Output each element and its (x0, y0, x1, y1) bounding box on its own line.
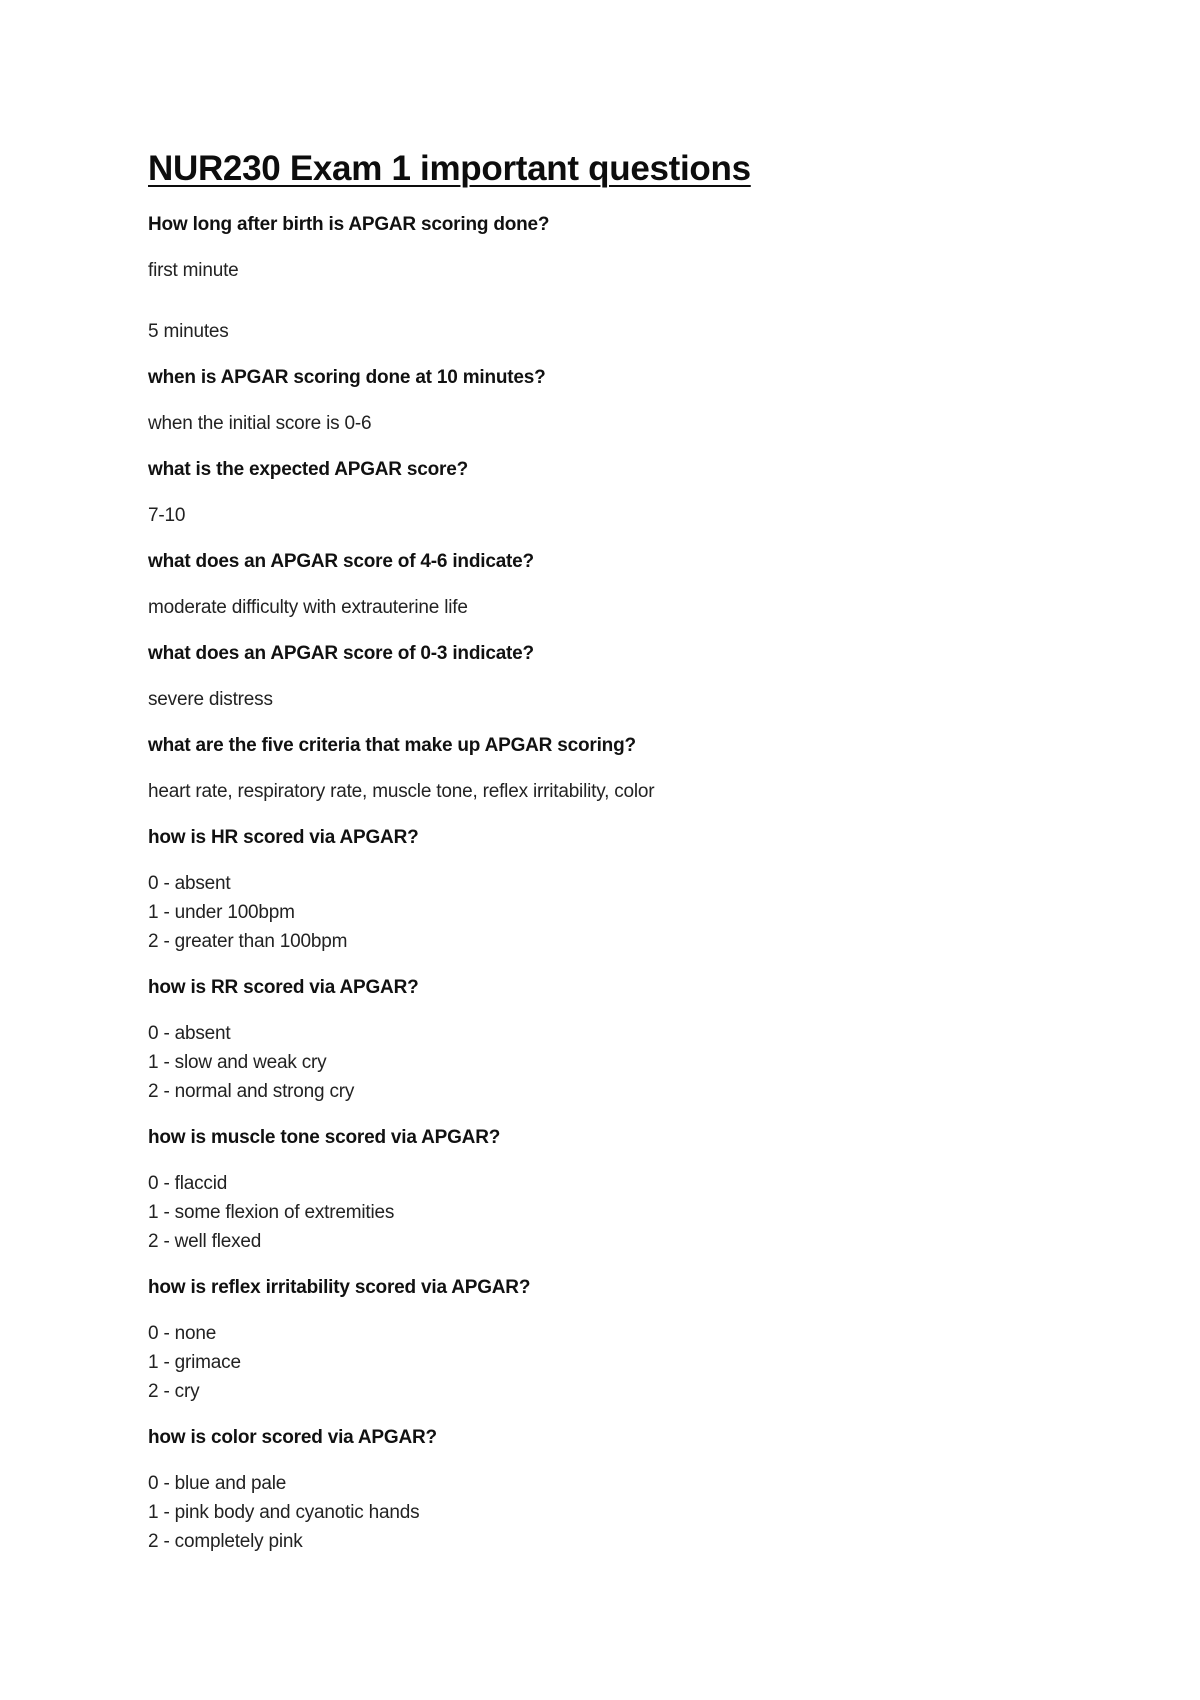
answer-line: 1 - under 100bpm (148, 901, 295, 923)
answer-line: 0 - absent (148, 1022, 231, 1044)
answer-line: 2 - normal and strong cry (148, 1080, 355, 1102)
answer-block (148, 1469, 1128, 1556)
question-text: what is the expected APGAR score? (148, 458, 469, 480)
answer-line: 5 minutes (148, 320, 229, 342)
answer-line: 7-10 (148, 504, 186, 526)
question-text: how is color scored via APGAR? (148, 1426, 437, 1448)
qa-item (148, 974, 1128, 1106)
qa-item (148, 456, 1128, 530)
answer-line: 2 - greater than 100bpm (148, 930, 348, 952)
answer-line: 0 - blue and pale (148, 1472, 287, 1494)
answer-line: 1 - pink body and cyanotic hands (148, 1501, 420, 1523)
qa-item (148, 1424, 1128, 1556)
qa-item (148, 364, 1128, 438)
answer-line: heart rate, respiratory rate, muscle tone, reflex irritability, color (148, 780, 655, 802)
answer-block (148, 1169, 1128, 1256)
qa-item (148, 211, 1128, 346)
qa-item (148, 548, 1128, 622)
answer-block (148, 1319, 1128, 1406)
answer-block (148, 256, 1128, 346)
answer-line: 1 - slow and weak cry (148, 1051, 327, 1073)
answer-block (148, 409, 1128, 438)
answer-line: 2 - well flexed (148, 1230, 262, 1252)
answer-block (148, 869, 1128, 956)
qa-item (148, 1274, 1128, 1406)
answer-line: 0 - absent (148, 872, 231, 894)
question-text: what are the five criteria that make up APGAR scoring? (148, 734, 636, 756)
answer-line: 1 - grimace (148, 1351, 241, 1373)
question-text: how is reflex irritability scored via APGAR? (148, 1276, 531, 1298)
answer-line: moderate difficulty with extrauterine life (148, 596, 468, 618)
question-text: how is HR scored via APGAR? (148, 826, 419, 848)
question-text: how is muscle tone scored via APGAR? (148, 1126, 501, 1148)
answer-line: severe distress (148, 688, 273, 710)
answer-line: 1 - some flexion of extremities (148, 1201, 395, 1223)
question-text: How long after birth is APGAR scoring done? (148, 213, 550, 235)
answer-line: 2 - cry (148, 1380, 200, 1402)
answer-block (148, 1019, 1128, 1106)
answer-block (148, 593, 1128, 622)
answer-line: first minute (148, 259, 239, 281)
answer-line: when the initial score is 0-6 (148, 412, 372, 434)
question-text: what does an APGAR score of 0-3 indicate? (148, 642, 534, 664)
answer-line: 0 - none (148, 1322, 217, 1344)
document-title: NUR230 Exam 1 important questions (148, 149, 751, 188)
document-content (148, 148, 1128, 1574)
answer-block (148, 685, 1128, 714)
qa-list (148, 211, 1128, 1556)
answer-block (148, 777, 1128, 806)
answer-line: 0 - flaccid (148, 1172, 228, 1194)
qa-item (148, 824, 1128, 956)
answer-block (148, 501, 1128, 530)
question-text: when is APGAR scoring done at 10 minutes? (148, 366, 546, 388)
question-text: what does an APGAR score of 4-6 indicate? (148, 550, 534, 572)
answer-line: 2 - completely pink (148, 1530, 303, 1552)
qa-item (148, 732, 1128, 806)
question-text: how is RR scored via APGAR? (148, 976, 419, 998)
qa-item (148, 640, 1128, 714)
qa-item (148, 1124, 1128, 1256)
